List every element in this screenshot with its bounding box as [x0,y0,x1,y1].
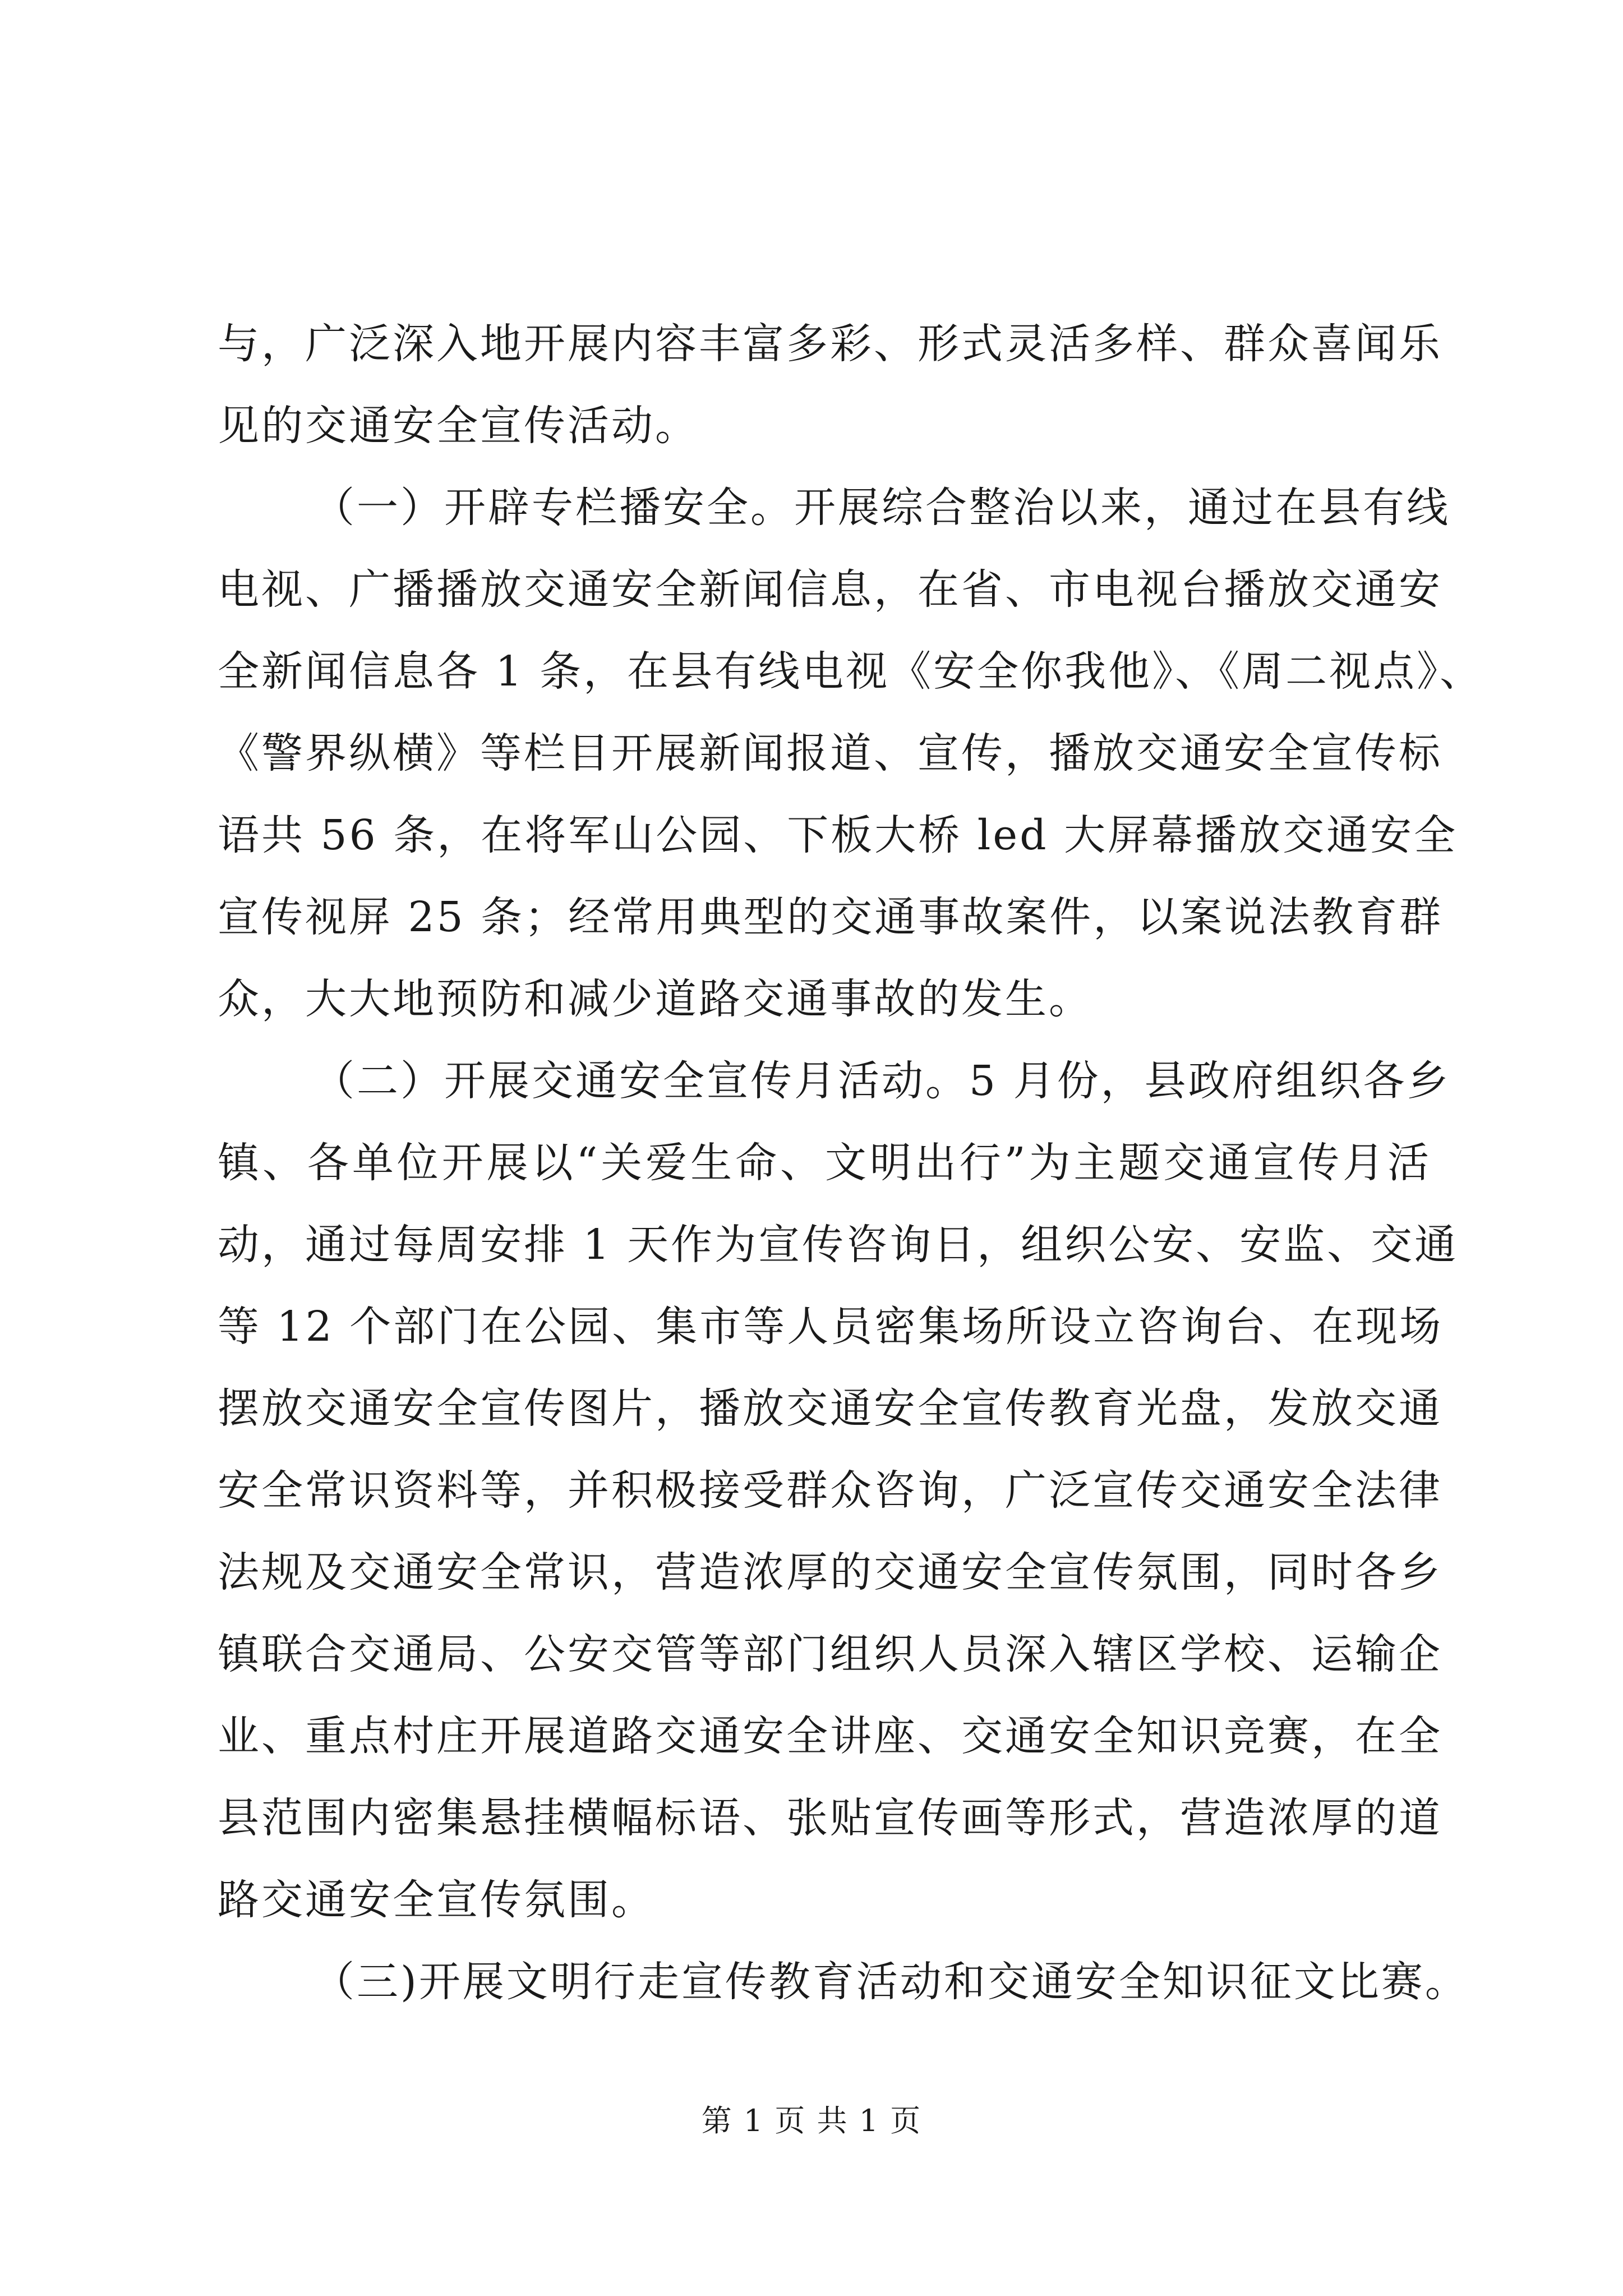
text-line: 众，大大地预防和减少道路交通事故的发生。 [218,975,1092,1023]
text-line: 镇联合交通局、公安交管等部门组织人员深入辖区学校、运输企 [218,1630,1442,1678]
text-line: 等 12 个部门在公园、集市等人员密集场所设立咨询台、在现场 [218,1303,1444,1351]
text-line: 语共 56 条，在将军山公园、下板大桥 led 大屏幕播放交通安全 [218,811,1458,859]
text-line: 摆放交通安全宣传图片，播放交通安全宣传教育光盘，发放交通 [218,1384,1442,1433]
text-line: 路交通安全宣传氛围。 [218,1876,655,1924]
text-line: （三)开展文明行走宣传教育活动和交通安全知识征文比赛。 [313,1958,1469,2006]
text-line: （二）开展交通安全宣传月活动。5 月份，县政府组织各乡 [313,1057,1451,1105]
text-line: 安全常识资料等，并积极接受群众咨询，广泛宣传交通安全法律 [218,1466,1442,1515]
text-line: 与，广泛深入地开展内容丰富多彩、形式灵活多样、群众喜闻乐 [218,320,1442,368]
text-line: （一）开辟专栏播安全。开展综合整治以来，通过在县有线 [313,484,1450,532]
text-line: 《警界纵横》等栏目开展新闻报道、宣传，播放交通安全宣传标 [218,729,1442,777]
text-line: 业、重点村庄开展道路交通安全讲座、交通安全知识竞赛，在全 [218,1712,1442,1760]
text-line: 见的交通安全宣传活动。 [218,402,699,450]
text-line: 动，通过每周安排 1 天作为宣传咨询日，组织公安、安监、交通 [218,1221,1459,1269]
text-line: 镇、各单位开展以“关爱生命、文明出行”为主题交通宣传月活 [218,1139,1431,1187]
text-line: 全新闻信息各 1 条，在县有线电视《安全你我他》、《周二视点》、 [218,647,1484,696]
page-footer: 第 1 页 共 1 页 [701,2103,922,2138]
body-text [218,303,1484,2023]
text-line: 电视、广播播放交通安全新闻信息，在省、市电视台播放交通安 [218,565,1442,614]
text-line: 法规及交通安全常识，营造浓厚的交通安全宣传氛围，同时各乡 [218,1548,1442,1596]
text-line: 宣传视屏 25 条；经常用典型的交通事故案件，以案说法教育群 [218,893,1444,941]
text-line: 县范围内密集悬挂横幅标语、张贴宣传画等形式，营造浓厚的道 [218,1794,1442,1842]
